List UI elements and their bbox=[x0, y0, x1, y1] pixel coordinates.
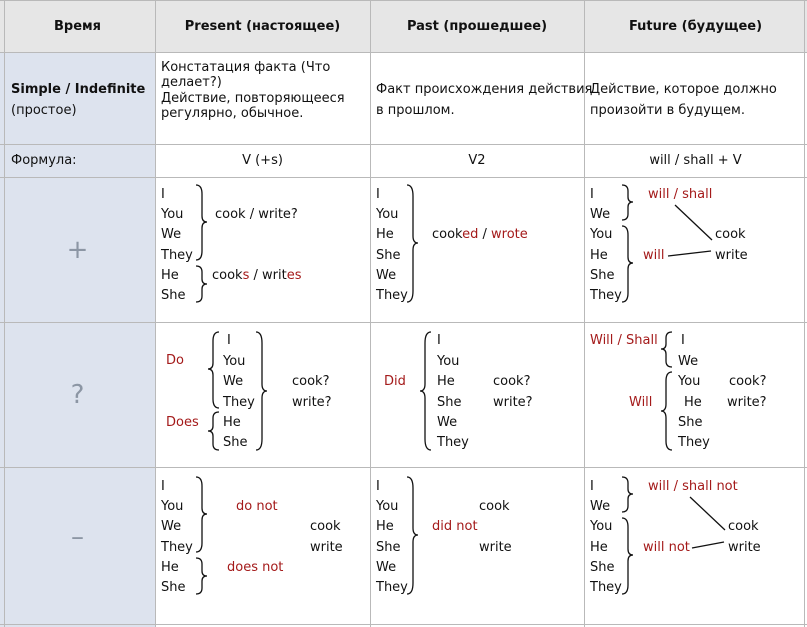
present-verb: cook / write? bbox=[215, 207, 298, 222]
pronoun: She bbox=[223, 435, 248, 450]
verb-part: / bbox=[478, 227, 492, 242]
pronoun: We bbox=[590, 499, 611, 514]
pronoun: They bbox=[678, 435, 710, 450]
pronoun: He bbox=[161, 268, 179, 283]
present-desc-line: регулярно, обычное. bbox=[161, 106, 304, 121]
verb-irregular: wrote bbox=[491, 227, 528, 242]
pronoun: They bbox=[437, 435, 469, 450]
future-desc-line: Действие, которое должно bbox=[590, 82, 777, 97]
question-symbol: ? bbox=[70, 379, 85, 410]
question-verb: cook? bbox=[729, 374, 767, 389]
negative-verb: cook bbox=[479, 499, 510, 514]
negative-symbol: – bbox=[71, 522, 84, 552]
pronoun: She bbox=[376, 540, 401, 555]
pronoun: He bbox=[684, 395, 702, 410]
pronoun: He bbox=[223, 415, 241, 430]
question-aux: Does bbox=[166, 415, 199, 430]
pronoun: You bbox=[223, 354, 246, 369]
pronoun: We bbox=[590, 207, 611, 222]
pronoun: She bbox=[161, 580, 186, 595]
pronoun: I bbox=[376, 479, 380, 494]
question-verb: write? bbox=[727, 395, 767, 410]
pronoun: We bbox=[223, 374, 244, 389]
present-desc-line: Действие, повторяющееся bbox=[161, 91, 345, 106]
question-verb: cook? bbox=[493, 374, 531, 389]
question-aux: Do bbox=[166, 353, 184, 368]
pronoun: He bbox=[437, 374, 455, 389]
pronoun: We bbox=[376, 560, 397, 575]
pronoun: You bbox=[437, 354, 460, 369]
question-aux: Will / Shall bbox=[590, 333, 658, 348]
pronoun: You bbox=[376, 207, 399, 222]
simple-label: Simple / Indefinite bbox=[11, 82, 146, 97]
pronoun: He bbox=[590, 540, 608, 555]
pronoun: You bbox=[161, 207, 184, 222]
header-time-label: Время bbox=[53, 18, 101, 34]
pronoun: You bbox=[376, 499, 399, 514]
pronoun: He bbox=[376, 227, 394, 242]
verb-part: cook bbox=[432, 227, 463, 242]
verb-part: / writ bbox=[249, 268, 287, 283]
question-verb: cook? bbox=[292, 374, 330, 389]
formula-past: V2 bbox=[468, 153, 486, 168]
simple-sublabel: (простое) bbox=[11, 103, 77, 118]
pronoun: They bbox=[590, 580, 622, 595]
header-future-label: Future (будущее) bbox=[628, 18, 763, 34]
pronoun: I bbox=[161, 187, 165, 202]
formula-label: Формула: bbox=[11, 153, 77, 168]
verb-ending: s bbox=[242, 268, 250, 283]
present-desc-line: Констатация факта (Что bbox=[161, 60, 331, 75]
question-verb: write? bbox=[493, 395, 533, 410]
pronoun: I bbox=[376, 187, 380, 202]
pronoun: We bbox=[678, 354, 699, 369]
pronoun: They bbox=[223, 395, 255, 410]
verb-ending: ed bbox=[462, 227, 479, 242]
pronoun: I bbox=[227, 333, 231, 348]
pronoun: She bbox=[590, 560, 615, 575]
question-aux: Will bbox=[629, 395, 653, 410]
pronoun: We bbox=[437, 415, 458, 430]
pronoun: He bbox=[590, 248, 608, 263]
negative-aux: do not bbox=[236, 499, 278, 514]
future-verb: cook bbox=[715, 227, 746, 242]
future-verb: write bbox=[715, 248, 748, 263]
negative-verb: write bbox=[310, 540, 343, 555]
verb-part: cook bbox=[212, 268, 243, 283]
pronoun: He bbox=[161, 560, 179, 575]
pronoun: We bbox=[161, 519, 182, 534]
positive-symbol: + bbox=[66, 234, 89, 265]
pronoun: You bbox=[590, 227, 613, 242]
pronoun: He bbox=[376, 519, 394, 534]
pronoun: She bbox=[161, 288, 186, 303]
pronoun: We bbox=[161, 227, 182, 242]
pronoun: They bbox=[161, 540, 193, 555]
pronoun: She bbox=[590, 268, 615, 283]
pronoun: I bbox=[437, 333, 441, 348]
verb-ending: es bbox=[286, 268, 302, 283]
pronoun: They bbox=[376, 288, 408, 303]
pronoun: They bbox=[590, 288, 622, 303]
negative-aux: did not bbox=[432, 519, 478, 534]
future-aux: will bbox=[643, 248, 665, 263]
negative-verb: write bbox=[479, 540, 512, 555]
negative-verb: write bbox=[728, 540, 761, 555]
past-desc-line: в прошлом. bbox=[376, 103, 455, 118]
pronoun: I bbox=[590, 187, 594, 202]
formula-future: will / shall + V bbox=[649, 153, 742, 168]
pronoun: You bbox=[161, 499, 184, 514]
pronoun: They bbox=[376, 580, 408, 595]
pronoun: They bbox=[161, 248, 193, 263]
pronoun: She bbox=[376, 248, 401, 263]
present-desc-line: делает?) bbox=[161, 75, 222, 90]
question-aux: Did bbox=[384, 374, 406, 389]
pronoun: She bbox=[678, 415, 703, 430]
negative-verb: cook bbox=[310, 519, 341, 534]
pronoun: We bbox=[376, 268, 397, 283]
pronoun: I bbox=[590, 479, 594, 494]
question-verb: write? bbox=[292, 395, 332, 410]
formula-present: V (+s) bbox=[242, 153, 283, 168]
negative-aux: will / shall not bbox=[648, 479, 738, 494]
header-present-label: Present (настоящее) bbox=[184, 18, 341, 34]
pronoun: I bbox=[681, 333, 685, 348]
negative-aux: does not bbox=[227, 560, 284, 575]
future-desc-line: произойти в будущем. bbox=[590, 103, 745, 118]
past-desc-line: Факт происхождения действия bbox=[376, 82, 593, 97]
pronoun: You bbox=[678, 374, 701, 389]
negative-aux: will not bbox=[643, 540, 690, 555]
pronoun: I bbox=[161, 479, 165, 494]
pronoun: She bbox=[437, 395, 462, 410]
header-past-label: Past (прошедшее) bbox=[406, 18, 548, 34]
pronoun: You bbox=[590, 519, 613, 534]
negative-verb: cook bbox=[728, 519, 759, 534]
future-aux: will / shall bbox=[648, 187, 713, 202]
